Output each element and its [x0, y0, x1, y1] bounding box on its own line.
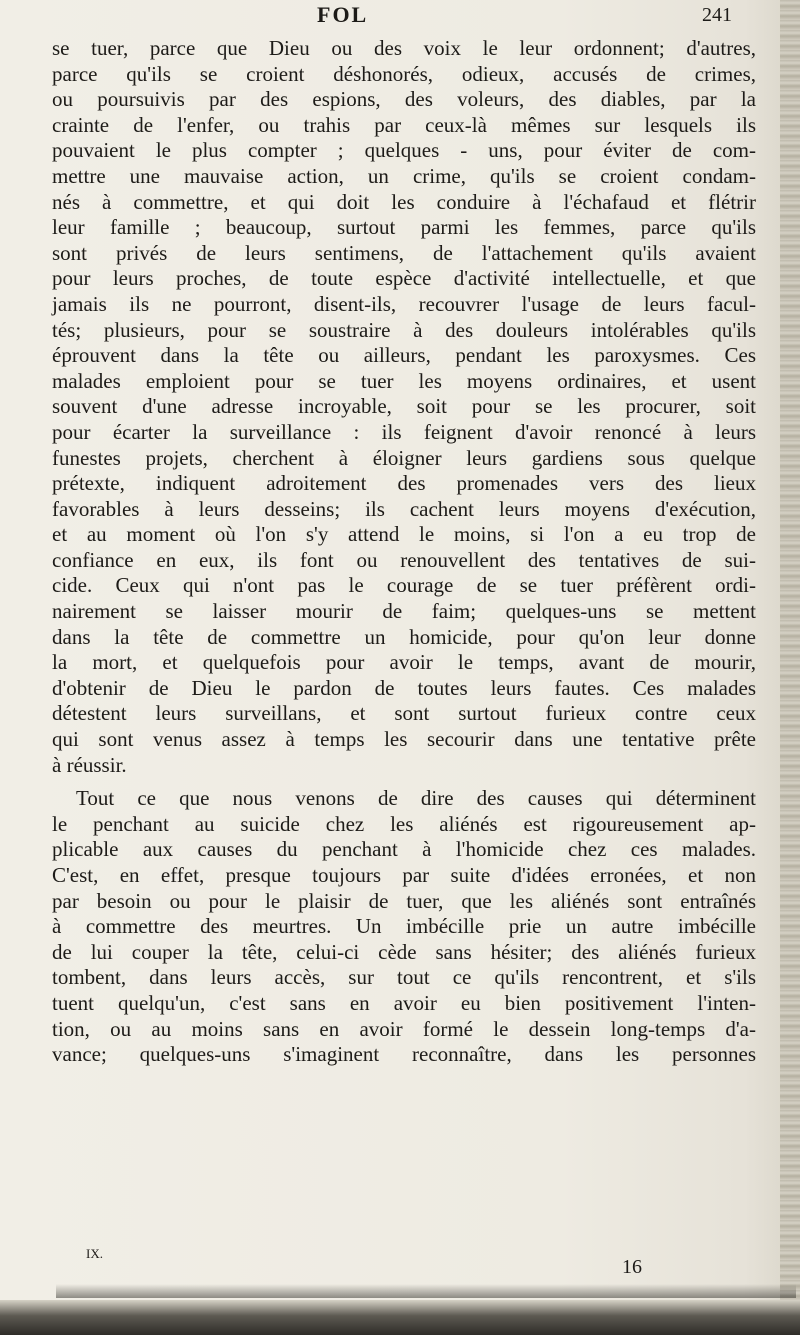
paragraph-2	[52, 786, 756, 1068]
signature-mark: IX.	[86, 1246, 103, 1261]
text-line: prétexte, indiquent adroitement des promenades vers des lieux	[52, 471, 756, 496]
text-line: sont privés de leurs sentimens, de l'attachement qu'ils avaient	[52, 240, 756, 265]
text-line: ou poursuivis par des espions, des voleurs, des diables, par la	[52, 87, 756, 112]
running-head: FOL	[317, 2, 369, 27]
text-line: vance; quelques-uns s'imaginent reconnaître, dans les personnes	[52, 1042, 756, 1067]
text-line: nairement se laisser mourir de faim; quelques-uns se mettent	[52, 599, 756, 624]
text-line: à réussir.	[52, 752, 127, 777]
text-line: leur famille ; beaucoup, surtout parmi les femmes, parce qu'ils	[52, 215, 756, 240]
text-line: le penchant au suicide chez les aliénés est rigoureusement ap-	[52, 811, 756, 836]
text-line: plicable aux causes du penchant à l'homicide chez ces malades.	[52, 837, 756, 862]
body-text	[52, 36, 756, 1068]
text-line: et au moment où l'on s'y attend le moins, si l'on a eu trop de	[52, 522, 756, 547]
paragraph-1	[52, 36, 756, 778]
page-header	[0, 2, 800, 32]
text-line: qui sont venus assez à temps les secourir dans une tentative prête	[52, 727, 756, 752]
text-line: funestes projets, cherchent à éloigner leurs gardiens sous quelque	[52, 445, 756, 470]
text-line: à commettre des meurtres. Un imbécille prie un autre imbécille	[52, 914, 756, 939]
text-line: Tout ce que nous venons de dire des causes qui déterminent	[76, 786, 756, 811]
scan-edge	[0, 1300, 800, 1335]
text-line: cide. Ceux qui n'ont pas le courage de se tuer préfèrent ordi-	[52, 573, 756, 598]
text-line: tés; plusieurs, pour se soustraire à des douleurs intolérables qu'ils	[52, 317, 756, 342]
text-line: tuent quelqu'un, c'est sans en avoir eu bien positivement l'inten-	[52, 990, 756, 1015]
folio-number: 16	[622, 1256, 642, 1278]
text-line: crainte de l'enfer, ou trahis par ceux-là mêmes sur lesquels ils	[52, 112, 756, 137]
text-line: par besoin ou pour le plaisir de tuer, que les aliénés sont entraînés	[52, 888, 756, 913]
text-line: dans la tête de commettre un homicide, pour qu'on leur donne	[52, 624, 756, 649]
text-line: pour écarter la surveillance : ils feignent d'avoir renoncé à leurs	[52, 419, 756, 444]
text-line: mettre une mauvaise action, un crime, qu'ils se croient condam-	[52, 163, 756, 188]
text-line: la mort, et quelquefois pour avoir le temps, avant de mourir,	[52, 650, 756, 675]
text-line: nés à commettre, et qui doit les conduire à l'échafaud et flétrir	[52, 189, 756, 214]
text-line: détestent leurs surveillans, et sont surtout furieux contre ceux	[52, 701, 756, 726]
text-line: parce qu'ils se croient déshonorés, odieux, accusés de crimes,	[52, 61, 756, 86]
text-line: souvent d'une adresse incroyable, soit pour se les procurer, soit	[52, 394, 756, 419]
print-shadow	[56, 1284, 796, 1298]
text-line: se tuer, parce que Dieu ou des voix le leur ordonnent; d'autres,	[52, 36, 756, 60]
text-line: jamais ils ne pourront, disent-ils, recouvrer l'usage de leurs facul-	[52, 291, 756, 316]
text-line: d'obtenir de Dieu le pardon de toutes leurs fautes. Ces malades	[52, 675, 756, 700]
paragraph-spacer	[52, 778, 756, 786]
text-line: pour leurs proches, de toute espèce d'activité intellectuelle, et que	[52, 266, 756, 291]
page-edge	[780, 0, 800, 1335]
text-line: confiance en eux, ils font ou renouvellent des tentatives de sui-	[52, 547, 756, 572]
text-line: pouvaient le plus compter ; quelques - uns, pour éviter de com-	[52, 138, 756, 163]
text-line: malades emploient pour se tuer les moyens ordinaires, et usent	[52, 368, 756, 393]
text-line: tombent, dans leurs accès, sur tout ce qu'ils rencontrent, et s'ils	[52, 965, 756, 990]
text-line: C'est, en effet, presque toujours par suite d'idées erronées, et non	[52, 863, 756, 887]
text-line: tion, ou au moins sans en avoir formé le dessein long-temps d'a-	[52, 1016, 756, 1041]
text-line: éprouvent dans la tête ou ailleurs, pendant les paroxysmes. Ces	[52, 343, 756, 368]
text-line: de lui couper la tête, celui-ci cède sans hésiter; des aliénés furieux	[52, 939, 756, 964]
page-number: 241	[702, 4, 732, 26]
text-line: favorables à leurs desseins; ils cachent leurs moyens d'exécution,	[52, 496, 756, 521]
